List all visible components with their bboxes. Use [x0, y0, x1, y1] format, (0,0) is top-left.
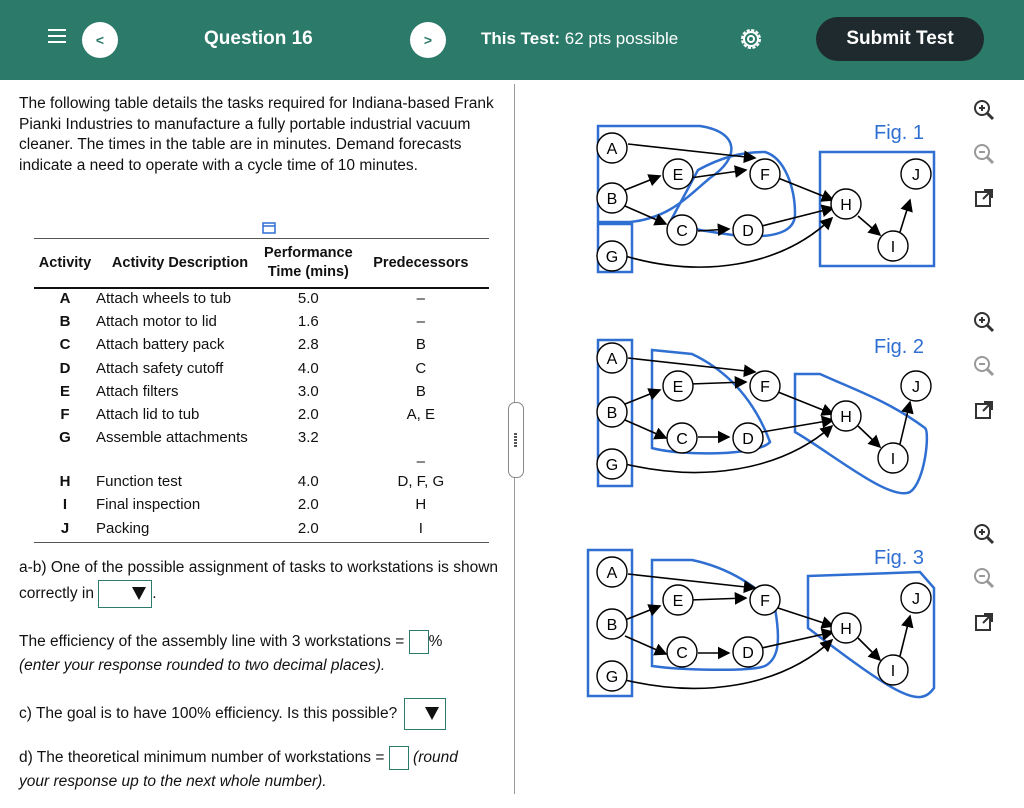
fig3-zoom-out-icon[interactable]: [972, 566, 996, 590]
table-row: J Packing 2.0 I: [34, 519, 489, 543]
svg-text:B: B: [606, 191, 618, 208]
question-title: Question 16: [204, 28, 313, 49]
svg-text:I: I: [890, 239, 896, 256]
table-row: B Attach motor to lid 1.6 –: [59, 313, 425, 331]
question-ab: a-b) One of the possible assignment of tasks to workstations is shown correctly in .: [19, 556, 499, 608]
table-row: G Assemble attachments 3.2 –: [59, 429, 425, 471]
efficiency-input[interactable]: [409, 630, 429, 654]
figure-1: [580, 118, 950, 308]
question-efficiency: The efficiency of the assembly line with 3 workstations = % (enter your response rounded to two decimal places).: [19, 630, 499, 678]
header-description: Activity Description: [111, 255, 249, 271]
fig1-zoom-in-icon[interactable]: [972, 98, 996, 122]
svg-text:A: A: [606, 565, 618, 582]
svg-text:J: J: [912, 591, 920, 608]
fig2-label: Fig. 2: [874, 336, 925, 358]
svg-text:B: B: [606, 617, 618, 634]
svg-text:B: B: [606, 405, 618, 422]
fig2-open-icon[interactable]: [972, 398, 996, 422]
settings-gear-icon[interactable]: [737, 25, 765, 53]
copy-table-icon[interactable]: [262, 222, 276, 234]
svg-text:A: A: [606, 141, 618, 158]
table-row: E Attach filters 3.0 B: [59, 382, 426, 400]
svg-text:H: H: [840, 409, 852, 426]
figure-3: [580, 548, 950, 738]
previous-question-button[interactable]: <: [82, 22, 118, 58]
svg-text:F: F: [760, 379, 770, 396]
svg-text:E: E: [672, 379, 684, 396]
next-question-button[interactable]: >: [410, 22, 446, 58]
svg-text:H: H: [840, 621, 852, 638]
fig3-label: Fig. 3: [874, 547, 925, 569]
table-row: I Final inspection 2.0 H: [62, 496, 427, 514]
svg-text:C: C: [676, 223, 688, 240]
header-activity: Activity: [38, 255, 92, 271]
figure-2: [580, 332, 950, 522]
fig1-zoom-out-icon[interactable]: [972, 142, 996, 166]
svg-text:G: G: [605, 249, 619, 266]
svg-text:H: H: [840, 197, 852, 214]
svg-text:J: J: [912, 379, 920, 396]
svg-text:D: D: [742, 431, 754, 448]
question-d: d) The theoretical minimum number of workstations = (round your response up to the next whole number).: [19, 746, 509, 794]
svg-text:I: I: [890, 663, 896, 680]
menu-icon[interactable]: [48, 25, 66, 45]
svg-text:C: C: [676, 431, 688, 448]
svg-text:D: D: [742, 223, 754, 240]
table-row: F Attach lid to tub 2.0 A, E: [60, 405, 435, 423]
table-row: D Attach safety cutoff 4.0 C: [59, 359, 427, 377]
submit-test-button[interactable]: Submit Test: [816, 17, 984, 61]
fig2-zoom-in-icon[interactable]: [972, 310, 996, 334]
svg-text:I: I: [890, 451, 896, 468]
min-workstations-input[interactable]: [389, 746, 409, 770]
svg-text:E: E: [672, 593, 684, 610]
fig3-open-icon[interactable]: [972, 610, 996, 634]
question-intro: The following table details the tasks required for Indiana-based Frank Pianki Industries to manufacture a fully portable industrial vacuum cleaner. The times in the table are in minutes. Demand forecasts indicate a need to operate with a cycle time of 10 minutes.: [19, 95, 494, 174]
fig1-open-icon[interactable]: [972, 186, 996, 210]
table-row: H Function test 4.0 D, F, G: [59, 473, 445, 491]
table-row: C Attach battery pack 2.8 B: [59, 336, 426, 354]
svg-text:C: C: [676, 645, 688, 662]
header-predecessors: Predecessors: [373, 255, 469, 271]
fig3-zoom-in-icon[interactable]: [972, 522, 996, 546]
top-bar: [0, 0, 1024, 80]
test-points-info: This Test: 62 pts possible: [481, 29, 679, 48]
svg-text:F: F: [760, 593, 770, 610]
tasks-table: [34, 238, 489, 543]
fig2-zoom-out-icon[interactable]: [972, 354, 996, 378]
svg-text:G: G: [605, 457, 619, 474]
svg-text:A: A: [606, 351, 618, 368]
pane-resize-handle[interactable]: [508, 402, 524, 478]
svg-text:G: G: [605, 669, 619, 686]
svg-text:D: D: [742, 645, 754, 662]
svg-text:E: E: [672, 167, 684, 184]
table-row: A Attach wheels to tub 5.0 –: [59, 290, 425, 307]
svg-text:J: J: [912, 167, 920, 184]
figure-select-dropdown[interactable]: [98, 580, 152, 608]
header-time: Performance Time (mins): [264, 245, 353, 280]
fig1-label: Fig. 1: [874, 122, 925, 144]
question-c: c) The goal is to have 100% efficiency. Is this possible?: [19, 698, 499, 730]
svg-text:F: F: [760, 167, 770, 184]
possible-select-dropdown[interactable]: [404, 698, 446, 730]
